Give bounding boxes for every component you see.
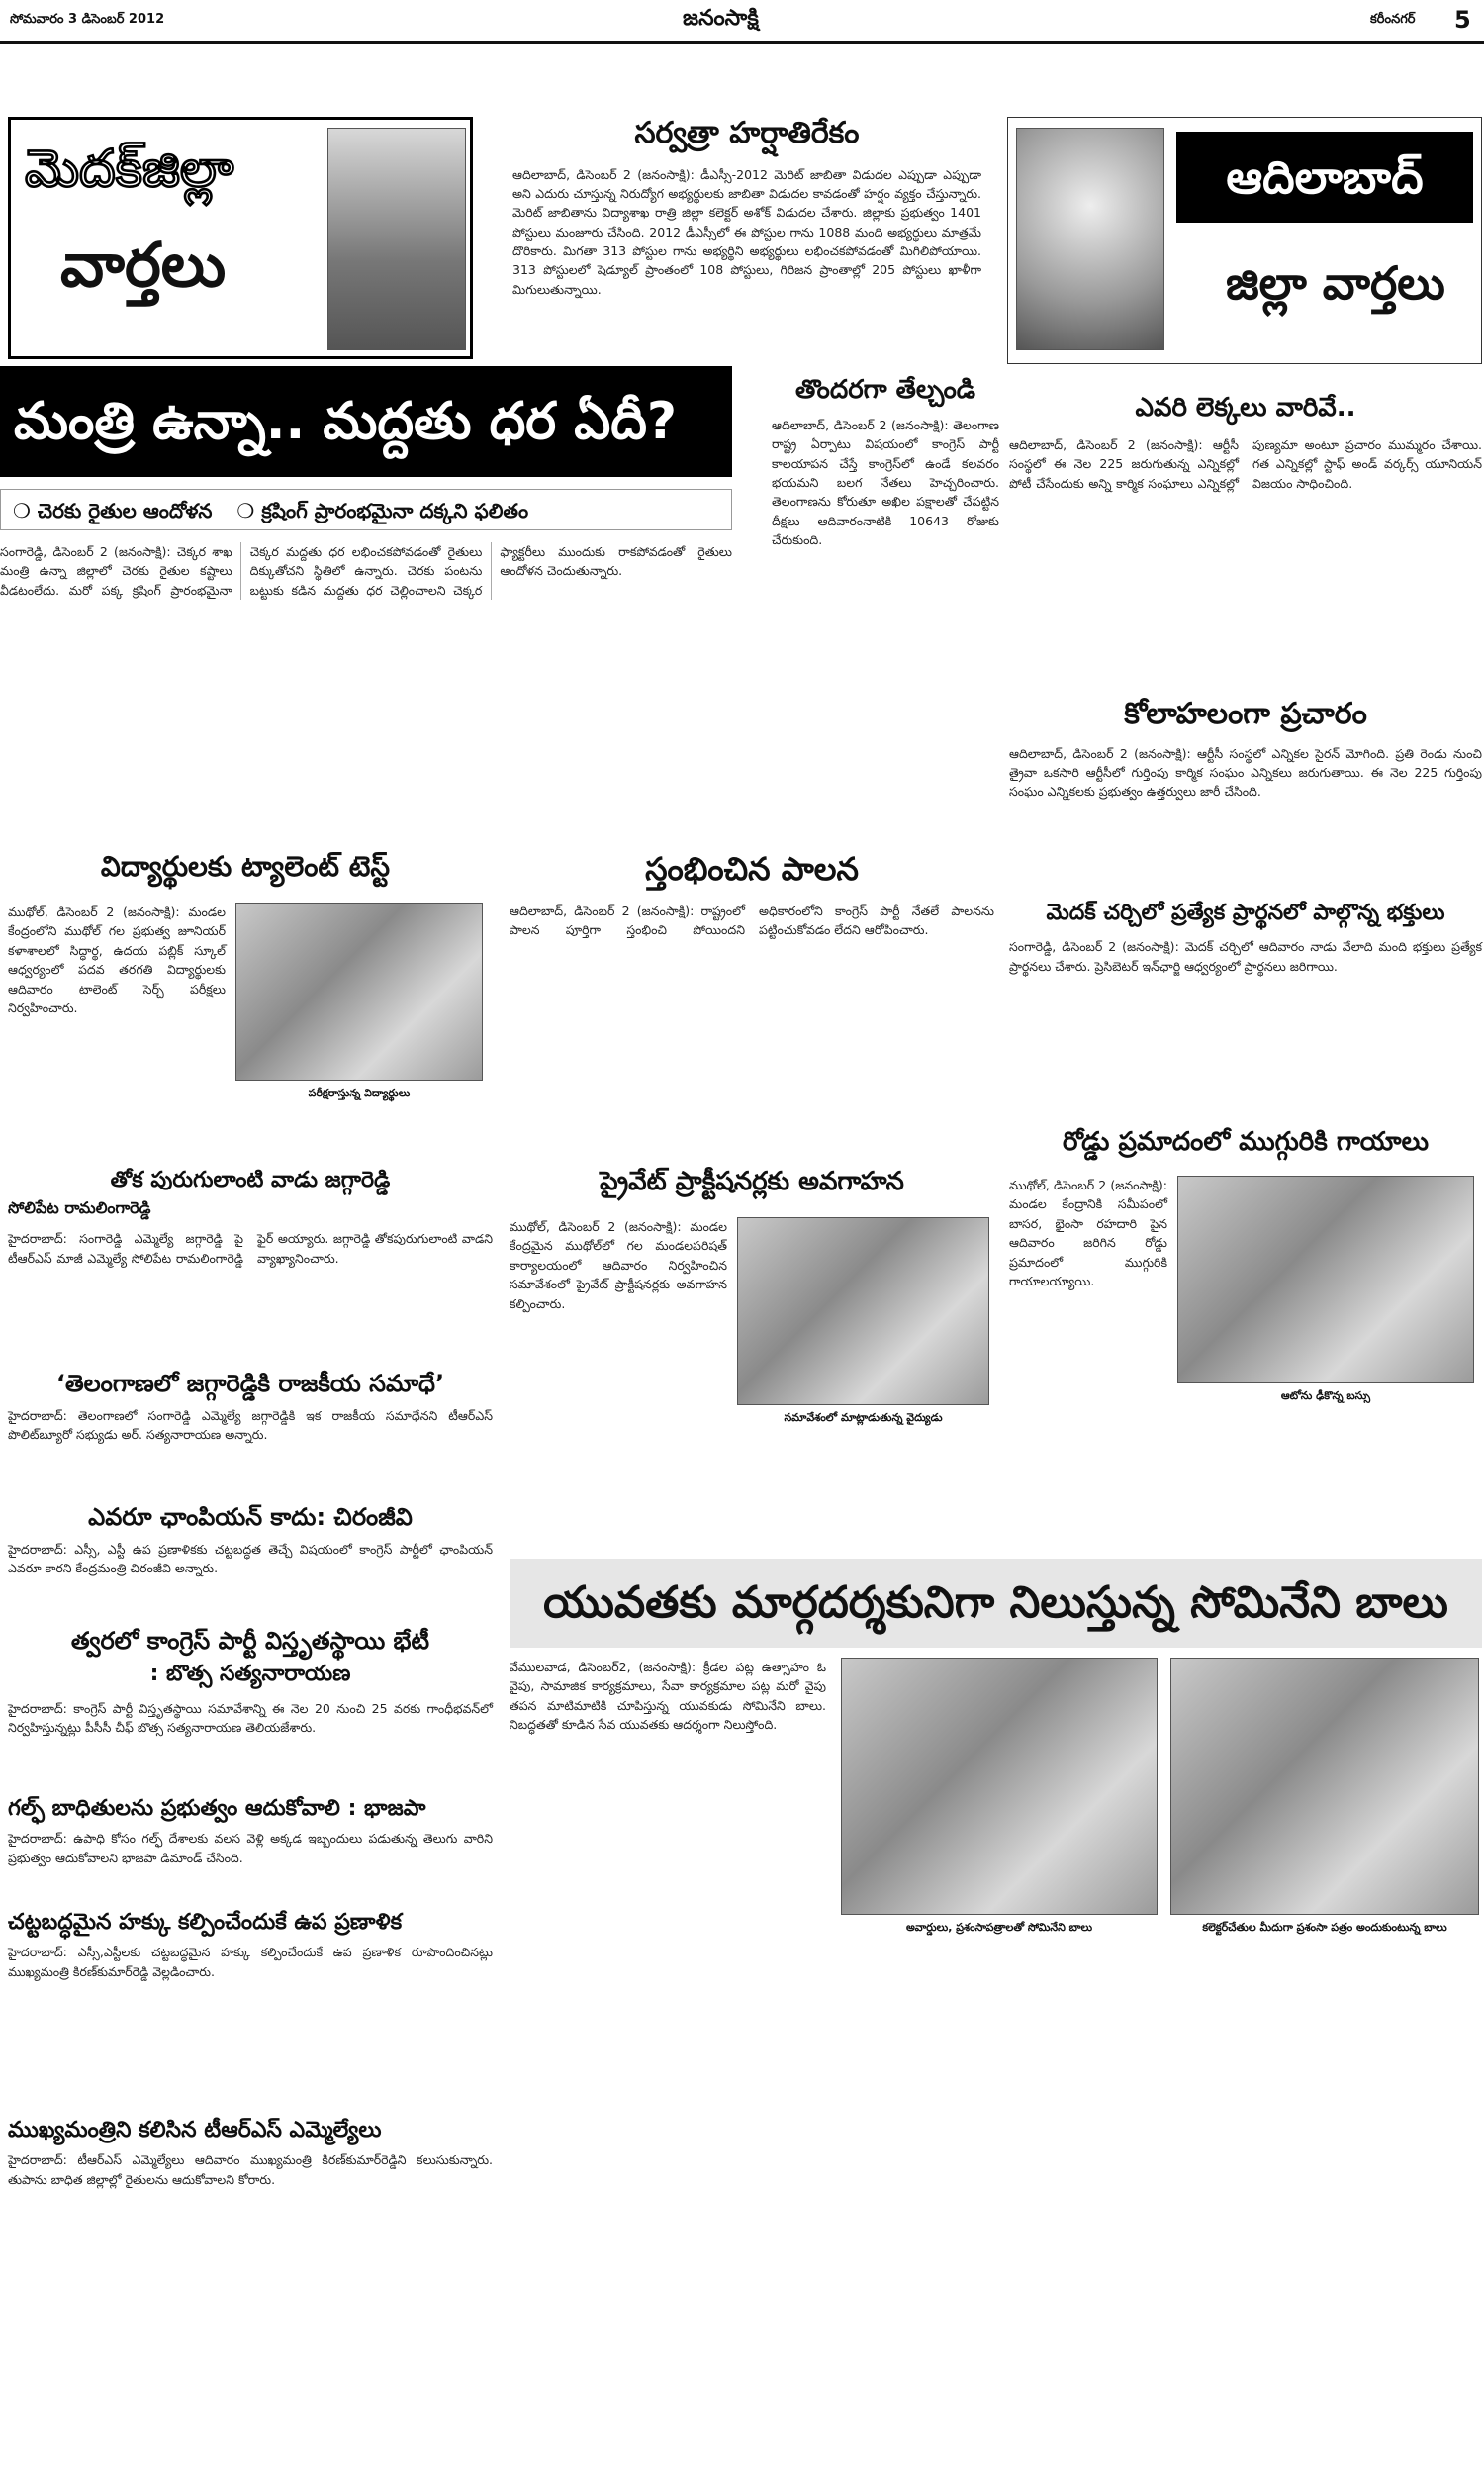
photo-caption: పరీక్షరాస్తున్న విద్యార్థులు [308,1087,411,1099]
story-tokapurugu-subhead: సోలిపేట రామలింగారెడ్డి [8,1198,151,1218]
story-tokapurugu-body: హైదరాబాద్: సంగారెడ్డి ఎమ్మెల్యే జగ్గారెడ్డి పై టీఆర్ఎస్ మాజీ ఎమ్మెల్యే సోలిపేట రామలింగారెడ్డి ఫైర్ అయ్యారు. జగ్గారెడ్డి తోకపురుగులాంటి వాడని వ్యాఖ్యానించారు. [8,1231,493,1266]
story-church-body: సంగారెడ్డి, డిసెంబర్ 2 (జనంసాక్షి): మెదక్ చర్చిలో ఆదివారం నాడు వేలాది మంది భక్తులు ప్రత్యేక ప్రార్థనలు చేశారు. ప్రెసిబెటర్ ఇన్‌ఛార్జి ఆధ్వర్యంలో ప్రార్థనలు జరిగాయి. [1009,939,1482,974]
story-mantri-body: సంగారెడ్డి, డిసెంబర్ 2 (జనంసాక్షి): చెక్కర శాఖ మంత్రి ఉన్నా జిల్లాలో చెరకు రైతుల కష్టాలు వీడటంలేదు. మరో పక్క క్రషింగ్ ప్రారంభమైనా చెక్కర మద్దతు ధర లభించకపోవడంతో రైతులు దిక్కుతోచని స్థితిలో ఉన్నారు. చెరకు పంటను బట్టుకు కడిన మద్దతు ధర చెల్లించాలని చెక్కర ఫ్యాక్టరీలు ముందుకు రాకపోవడంతో రైతులు ఆందోళన చెందుతున్నారు. [0,544,732,598]
collector-photo [1170,1658,1479,1915]
story-mantri [0,366,732,722]
story-private-headline: ప్రైవేట్ ప్రాక్టీషనర్లకు అవగాహన [600,1167,904,1196]
bus-accident-photo [1177,1176,1474,1383]
medak-banner-title: మెదక్‌జిల్లా [25,140,234,199]
story-church-headline: మెదక్ చర్చిలో ప్రత్యేక ప్రార్థనలో పాల్గొన్న భక్తులు [1046,901,1445,925]
story-congress-body: హైదరాబాద్: కాంగ్రెస్ పార్టీ విస్తృతస్థాయి సమావేశాన్ని ఈ నెల 20 నుంచి 25 వరకు గాంధీభవన్‌లో నిర్వహిస్తున్నట్లు పీసీసీ చీఫ్ బొత్స సత్యనారాయణ తెలియజేశారు. [8,1700,493,1735]
story-evarunu [8,1504,493,1623]
story-cm [8,2118,493,2236]
story-evari-body: ఆదిలాబాద్, డిసెంబర్ 2 (జనంసాక్షి): ఆర్టీసీ సంస్థలో ఈ నెల 225 జరుగుతున్న ఎన్నికల్లో పోటీ చేసేందుకు అన్ని కార్మిక సంఘాలు ఎన్నికల్లో పుణ్యమా అంటూ ప్రచారం ముమ్మరం చేశాయి. గత ఎన్నికల్లో స్టాఫ్ అండ్ వర్కర్స్ యూనియన్ విజయం సాధించింది. [1009,436,1482,491]
story-yuvata-headline: యువతకు మార్గదర్శకునిగా నిలుస్తున్న సోమినేని బాలు [510,1559,1482,1648]
masthead [0,0,1484,44]
story-sarvatra-body: ఆదిలాబాద్, డిసెంబర్ 2 (జనంసాక్షి): డీఎస్సీ-2012 మెరిట్ జాబితా విడుదల ఎప్పుడా ఎప్పుడా అని ఎదురు చూస్తున్న నిరుద్యోగ అభ్యర్థులకు జాబితా విడుదల కావడంతో హర్షం వ్యక్తం చేస్తున్నారు. మెరిట్ జాబితాను విద్యాశాఖ రాత్రి జిల్లా కలెక్టర్ అశోక్ విడుదల చేశారు. జిల్లాకు ప్రభుత్వం 1401 పోస్టులు మంజూరు చేసింది. 2012 డీఎస్సీలో ఈ పోస్టుల గాను 1088 మంది అభ్యర్థులు మాత్రమే దొరికారు. మిగతా 313 పోస్టుల గాను అభ్యర్థిని అభ్యర్థులు లభించకపోవడంతో మిగిలిపోయాయి. 313 పోస్టులలో షెడ్యూల్ ప్రాంతంలో 108 పోస్టులు, గిరిజన ప్రాంతాల్లో 205 పోస్టులు ఖాళీగా మిగులుతున్నాయి. [512,166,981,297]
story-private-body: ముథోల్, డిసెంబర్ 2 (జనంసాక్షి): మండల కేంద్రమైన ముథోల్‌లో గల మండలపరిషత్ కార్యాలయంలో ఆదివారం నిర్వహించిన సమావేశంలో ప్రైవేట్ ప్రాక్టీషనర్లకు అవగాహన కల్పించారు. [510,1219,727,1311]
medak-banner-subtitle: వార్తలు [60,229,227,301]
medak-district-banner [8,117,473,359]
story-road-headline: రోడ్డు ప్రమాదంలో ముగ్గురికి గాయాలు [1062,1127,1430,1157]
cartoon-figure [1016,128,1164,350]
story-stambhinchina [510,851,994,1148]
story-sarvatra-headline: సర్వత్రా హర్షాతిరేకం [634,116,860,150]
story-chattabaddha-headline: చట్టబద్ధమైన హక్కు కల్పించేందుకే ఉప ప్రణాళిక [8,1910,403,1935]
story-chattabaddha [8,1910,493,2108]
story-telangana-body: హైదరాబాద్: తెలంగాణలో సంగారెడ్డి ఎమ్మెల్యే జగ్గారెడ్డికి ఇక రాజకీయ సమాధేనని టీఆర్ఎస్ పొలిట్‌బ్యూరో సభ్యుడు అర్. సత్యనారాయణ అన్నారు. [8,1407,493,1442]
adilabad-district-banner [1007,117,1482,364]
awards-photo [841,1658,1158,1915]
story-mantri-kicker-2: క్రషింగ్ ప్రారంభమైనా దక్కని ఫలితం [261,499,529,523]
story-kolahalam-body: ఆదిలాబాద్, డిసెంబర్ 2 (జనంసాక్షి): ఆర్టీసీ సంస్థలో ఎన్నికల సైరన్ మోగింది. ప్రతి రెండు నుంచి త్రైవా ఒకసారి ఆర్టీసీలో గుర్తింపు కార్మిక సంఘం ఎన్నికలు జరుగుతాయి. ఈ నెల 225 గుర్తింపు సంఘం ఎన్నికలకు ప్రభుత్వం ఉత్తర్వులు జారీ చేసింది. [1009,745,1482,800]
story-chattabaddha-body: హైదరాబాద్: ఎస్సీ,ఎస్టీలకు చట్టబద్ధమైన హక్కు కల్పించేందుకే ఉప ప్రణాళిక రూపొందించినట్లు ముఖ్యమంత్రి కిరణ్‌కుమార్‌రెడ్డి వెల్లడించారు. [8,1945,494,1979]
story-stambhinchina-headline: స్తంభించిన పాలన [645,850,859,888]
story-church [1009,901,1482,1128]
adilabad-banner-subtitle: జిల్లా వార్తలు [1226,256,1445,310]
story-talent-body: ముథోల్, డిసెంబర్ 2 (జనంసాక్షి): మండల కేంద్రంలోని ముథోల్ గల ప్రభుత్వ జూనియర్ కళాశాలలో సిద్ధార్థ, ఉదయ పబ్లిక్ స్కూల్ ఆధ్వర్యంలో పదవ తరగతి విద్యార్థులకు ఆదివారం టాలెంట్ సెర్చ్ పరీక్షలు నిర్వహించారు. [8,904,226,1015]
photo-caption: సమావేశంలో మాట్లాడుతున్న వైద్యుడు [784,1411,943,1424]
story-mantri-kickers [0,489,732,530]
story-kolahalam-headline: కోలాహలంగా ప్రచారం [1124,697,1367,731]
photo-caption: కలెక్టర్‌చేతుల మీదుగా ప్రశంసా పత్రం అందుకుంటున్న బాలు [1202,1921,1447,1934]
story-sarvatra [512,117,981,364]
photo-caption: ఆటోను ఢీకొన్న బస్సు [1280,1389,1371,1402]
story-kolahalam [1009,698,1482,896]
story-congress-subhead: : బొత్స సత్యనారాయణ [149,1661,351,1686]
story-road-body: ముథోల్, డిసెంబర్ 2 (జనంసాక్షి): మండల కేంద్రానికి సమీపంలో బాసర, భైంసా రహదారి పైన ఆదివారం జరిగిన రోడ్డు ప్రమాదంలో ముగ్గురికి గాయాలయ్యాయి. [1009,1178,1167,1288]
story-tondaraga [772,376,999,703]
adilabad-banner-title: ఆదిలాబాద్ [1176,132,1473,223]
photo-caption: అవార్డులు, ప్రశంసాపత్రాలతో సోమినేని బాలు [905,1921,1093,1934]
story-telangana-headline: ‘తెలంగాణలో జగ్గారెడ్డికి రాజకీయ సమాధే’ [55,1370,445,1397]
story-cm-body: హైదరాబాద్: టీఆర్ఎస్ ఎమ్మెల్యేలు ఆదివారం ముఖ్యమంత్రి కిరణ్‌కుమార్‌రెడ్డిని కలుసుకున్నారు. తుపాను బాధిత జిల్లాల్లో రైతులను ఆదుకోవాలని కోరారు. [8,2152,493,2187]
bullet-icon: ❍ [13,499,38,523]
story-mantri-headline: మంత్రి ఉన్నా.. మద్దతు ధర ఏదీ? [0,366,732,477]
church-photo [327,128,466,350]
story-tondaraga-body: ఆదిలాబాద్, డిసెంబర్ 2 (జనంసాక్షి): తెలంగాణ రాష్ట్ర ఏర్పాటు విషయంలో కాంగ్రెస్ పార్టీ కాలయాపన చేస్తే కాంగ్రెస్‌లో ఉండే కలవరం భయమని బలగ నేతలు హెచ్చరించారు. తెలంగాణను కోరుతూ అఖిల పక్షాలతో చేపట్టిన దీక్షలు ఆదివారంనాటికి 10643 రోజుకు చేరుకుంది. [772,417,999,548]
meeting-photo [737,1217,989,1405]
bullet-icon: ❍ [236,499,262,523]
story-evari-headline: ఎవరి లెక్కలు వారివే.. [1135,393,1356,423]
story-telangana [8,1371,493,1499]
story-talent [8,851,483,1148]
story-private [510,1168,994,1544]
story-talent-headline: విద్యార్థులకు ట్యాలెంట్ టెస్ట్ [100,850,391,883]
masthead-date: సోమవారం 3 డిసెంబర్ 2012 [10,12,165,27]
story-gulf-headline: గల్ఫ్ బాధితులను ప్రభుత్వం ఆదుకోవాలి : భాజపా [8,1796,426,1821]
story-congress-headline: త్వరలో కాంగ్రెస్ పార్టీ విస్తృతస్థాయి భేటీ [70,1627,430,1655]
story-tokapurugu-headline: తోక పురుగులాంటి వాడు జగ్గారెడ్డి [110,1168,391,1192]
story-tokapurugu [8,1168,493,1366]
masthead-page-number: 5 [1454,6,1471,34]
story-evarunu-body: హైదరాబాద్: ఎస్సీ, ఎస్టీ ఉప ప్రణాళికకు చట్టబద్ధత తెచ్చే విషయంలో కాంగ్రెస్ పార్టీలో ఛాంపియన్ ఎవరూ కారని కేంద్రమంత్రి చిరంజీవి అన్నారు. [8,1541,493,1575]
story-road [1009,1128,1482,1544]
story-yuvata [510,1559,1482,2459]
story-stambhinchina-body: ఆదిలాబాద్, డిసెంబర్ 2 (జనంసాక్షి): రాష్ట్రంలో పాలన పూర్తిగా స్తంభించి పోయిందని అధికారంలోని కాంగ్రెస్ పార్టీ నేతలే పాలనను పట్టించుకోవడం లేదని ఆరోపించారు. [510,903,994,938]
story-evarunu-headline: ఎవరూ ఛాంపియన్ కాదు: చిరంజీవి [88,1503,413,1531]
story-yuvata-body: వేములవాడ, డిసెంబర్2, (జనంసాక్షి): క్రీడల పట్ల ఉత్సాహం ఓ వైపు, సామాజిక కార్యక్రమాలు, సేవా కార్యక్రమాల పట్ల మరో వైపు తపన మాటిమాటికి చూపిస్తున్న యువకుడు సోమినేని బాలు. నిబద్ధతతో కూడిన సేవ యువతకు ఆదర్శంగా నిలుస్తోంది. [510,1660,826,1733]
story-cm-headline: ముఖ్యమంత్రిని కలిసిన టీఆర్ఎస్ ఎమ్మెల్యేలు [8,2118,382,2142]
masthead-edition: కరీంనగర్ [1370,12,1416,27]
story-congress [8,1628,493,1786]
exam-hall-photo [235,903,483,1081]
story-gulf-body: హైదరాబాద్: ఉపాధి కోసం గల్ఫ్ దేశాలకు వలస వెళ్లి అక్కడ ఇబ్బందులు పడుతున్న తెలుగు వారిని ప్రభుత్వం ఆదుకోవాలని భాజపా డిమాండ్ చేసింది. [8,1831,493,1865]
masthead-paper: జనంసాక్షి [683,6,759,31]
story-mantri-kicker-1: చెరకు రైతుల ఆందోళన [37,499,213,523]
story-tondaraga-headline: తొందరగా తేల్చండి [794,375,976,405]
story-evari [1009,394,1482,691]
story-gulf [8,1796,493,1905]
